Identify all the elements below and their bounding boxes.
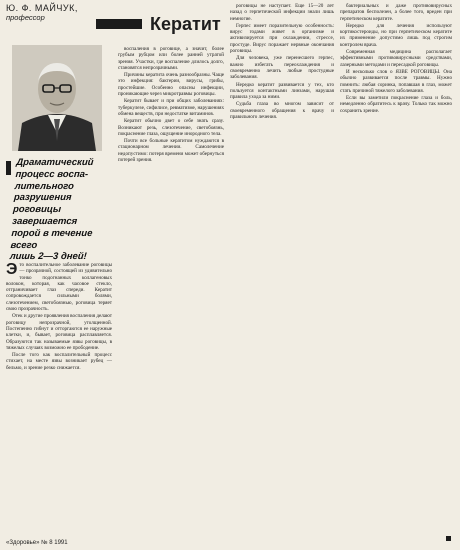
column-4-paragraph-5: Если вы заметили покраснение глаза и боль, немедленно обратитесь к врачу. Только так можно сохранить зрение.	[340, 95, 452, 114]
column-2-paragraph-4: Кератит обычно двет о себе знать сразу. Возникают резь, слезотечение, светобоязнь, покраснение глаза, ощущение инородного тела.	[118, 118, 224, 137]
column-2-paragraph-3: Кератит бывает и при общих заболеваниях: туберкулезе, сифилисе, ревматизме, нарушениях обмена веществ, при недостатке витаминов.	[118, 98, 224, 117]
column-2-paragraph-2: Причины кератита очень разнообразны. Чаще это инфекция: бактерии, вирусы, грибы, простейшие. Особенно опасны инфекции, проникающие через микротравмы роговицы.	[118, 72, 224, 98]
page-footer: «Здоровье» № 8 1991	[6, 540, 68, 546]
pull-quote	[6, 157, 118, 263]
column-3-paragraph-1: роговицы не наступает. Еще 15—20 лет назад о герпетической инфекции знали лишь немногие.	[230, 3, 334, 22]
text-column-2	[118, 46, 224, 530]
column-1-paragraph-3: После того как воспалительный процесс стихает, на месте язвы возникает рубец — бельмо, и зрение резко снижается.	[6, 352, 112, 371]
end-of-article-mark	[446, 536, 451, 541]
title-bar-decoration	[96, 19, 142, 29]
column-4-paragraph-1: бактериальных и даже противовирусных препаратов бесполезен, а более того, вреден при герпетическом кератите.	[340, 3, 452, 22]
column-4-paragraph-4: И несколько слов о ЯЗВЕ РОГОВИЦЫ. Она обычно развивается после травмы. Нужно помнить: любая соринка, попавшая в глаз, может стать причиной тяжелого заболевания.	[340, 68, 452, 94]
column-1-paragraph-2: Отек и другие проявления воспаления делают роговицу непрозрачной, утолщенной. Постепенно гибнут и отторгаются ее наружные клетки, и, бывает, роговица расплавляется. Образуются так называемые язвы роговицы, в тяжелых случаях возможно ее прободение.	[6, 313, 112, 351]
column-2-paragraph-1: воспаления в роговице, а значит, более грубым рубцом или более ранней утратой зрения. Участки, где воспаление длилось долго, становятся непрозрачными.	[118, 46, 224, 71]
author-photo	[12, 45, 102, 151]
pull-quote-text: Драматический процесс воспа- лительного разрушения роговицы завершается порой в течение всего лишь 2—3 дней!	[9, 157, 94, 263]
column-3-paragraph-4: Нередко кератит развивается у тех, кто пользуется контактными линзами, нарушая правила ухода за ними.	[230, 81, 334, 101]
text-column-4	[340, 3, 452, 530]
drop-cap: Э	[6, 261, 18, 278]
column-2-paragraph-5: Почти все больные кератитом нуждаются в стационарном лечении. Самолечение недопустимо: потеря времени может обернуться потерей зрения.	[118, 138, 224, 164]
column-3-paragraph-5: Судьба глаза во многом зависит от своевременного обращения к врачу и правильного лечения.	[230, 101, 334, 121]
author-role: профессор	[6, 13, 45, 22]
pull-quote-marker	[6, 161, 11, 175]
article-title: Кератит	[150, 14, 221, 34]
column-4-paragraph-2: Нередко для лечения используют кортикостероиды, но при герпетическом кератите их применение допустимо лишь под строгим контролем врача.	[340, 22, 452, 48]
text-column-1	[6, 262, 112, 530]
column-3-paragraph-2: Герпес имеет поразительную особенность: вирус годами живет в организме и активизируется при охлаждении, стрессе, простуде. Вирус поражает нервные окончания роговицы.	[230, 22, 334, 55]
column-3-paragraph-3: Для человека, уже перенесшего герпес, важно избегать переохлаждения и своевременно лечить любые простудные заболевания.	[230, 55, 334, 81]
column-4-paragraph-3: Современная медицина располагает эффективными противовирусными средствами, лазерными методами и пересадкой роговицы.	[340, 49, 452, 68]
column-1-paragraph-1: Это воспалительное заболевание роговицы — прозрачной, состоящей из удивительно тонко подогнанных коллагеновых волокон, которая, как часовое стекло, отграничивает глаз спереди. Кератит сопровождается сильными болями, слезотечением, светобоязнью, роговица теряет свою прозрачность.	[6, 261, 112, 313]
author-name: Ю. Ф. МАЙЧУК,	[6, 3, 78, 13]
author-portrait-image	[12, 45, 102, 151]
text-column-3	[230, 3, 334, 530]
